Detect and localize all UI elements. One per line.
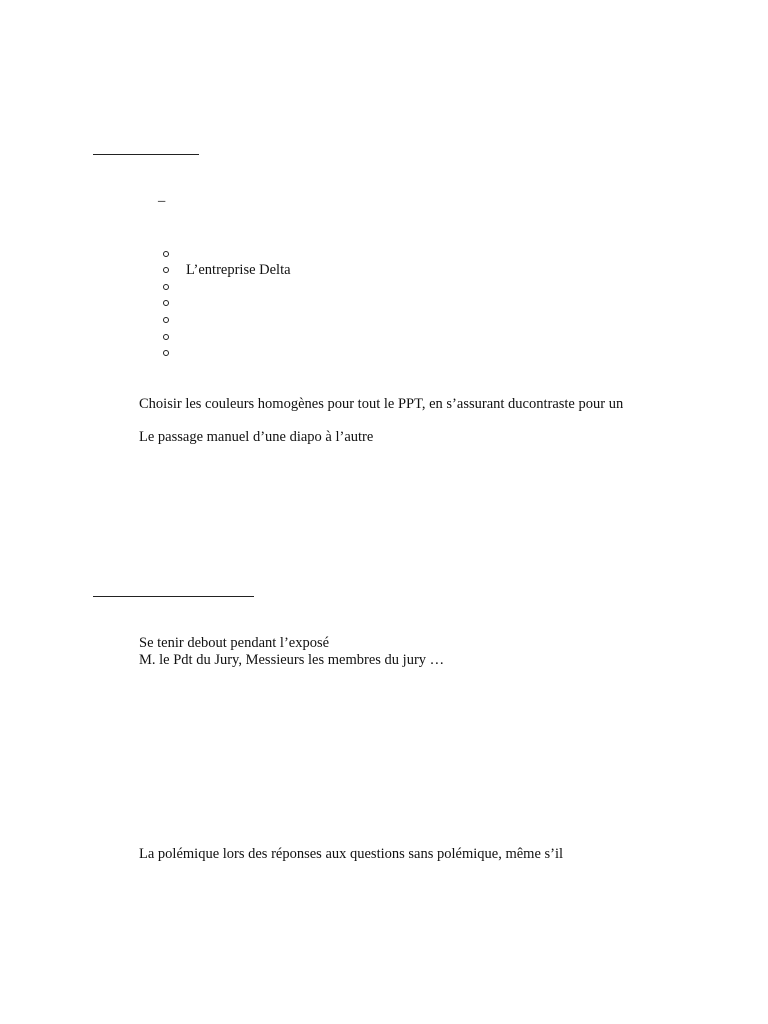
- circle-bullet-icon: [163, 267, 169, 273]
- circle-bullet-icon: [163, 284, 169, 290]
- section2-heading-underline: [93, 596, 254, 597]
- circle-bullet-icon: [163, 300, 169, 306]
- paragraph-slide-transition: Le passage manuel d’une diapo à l’autre: [139, 429, 374, 445]
- circle-bullet-icon: [163, 350, 169, 356]
- circle-bullet-icon: [163, 334, 169, 340]
- paragraph-stand-up: Se tenir debout pendant l’exposé: [139, 635, 330, 651]
- list-item-text: L’entreprise Delta: [186, 262, 291, 278]
- paragraph-colors: Choisir les couleurs homogènes pour tout le PPT, en s’assurant ducontraste pour un: [139, 396, 624, 412]
- circle-bullet-icon: [163, 251, 169, 257]
- paragraph-polemic: La polémique lors des réponses aux questions sans polémique, même s’il: [139, 846, 564, 862]
- dash-marker: –: [158, 193, 166, 209]
- circle-bullet-icon: [163, 317, 169, 323]
- paragraph-address-jury: M. le Pdt du Jury, Messieurs les membres du jury …: [139, 652, 445, 668]
- section1-heading-underline: [93, 154, 199, 155]
